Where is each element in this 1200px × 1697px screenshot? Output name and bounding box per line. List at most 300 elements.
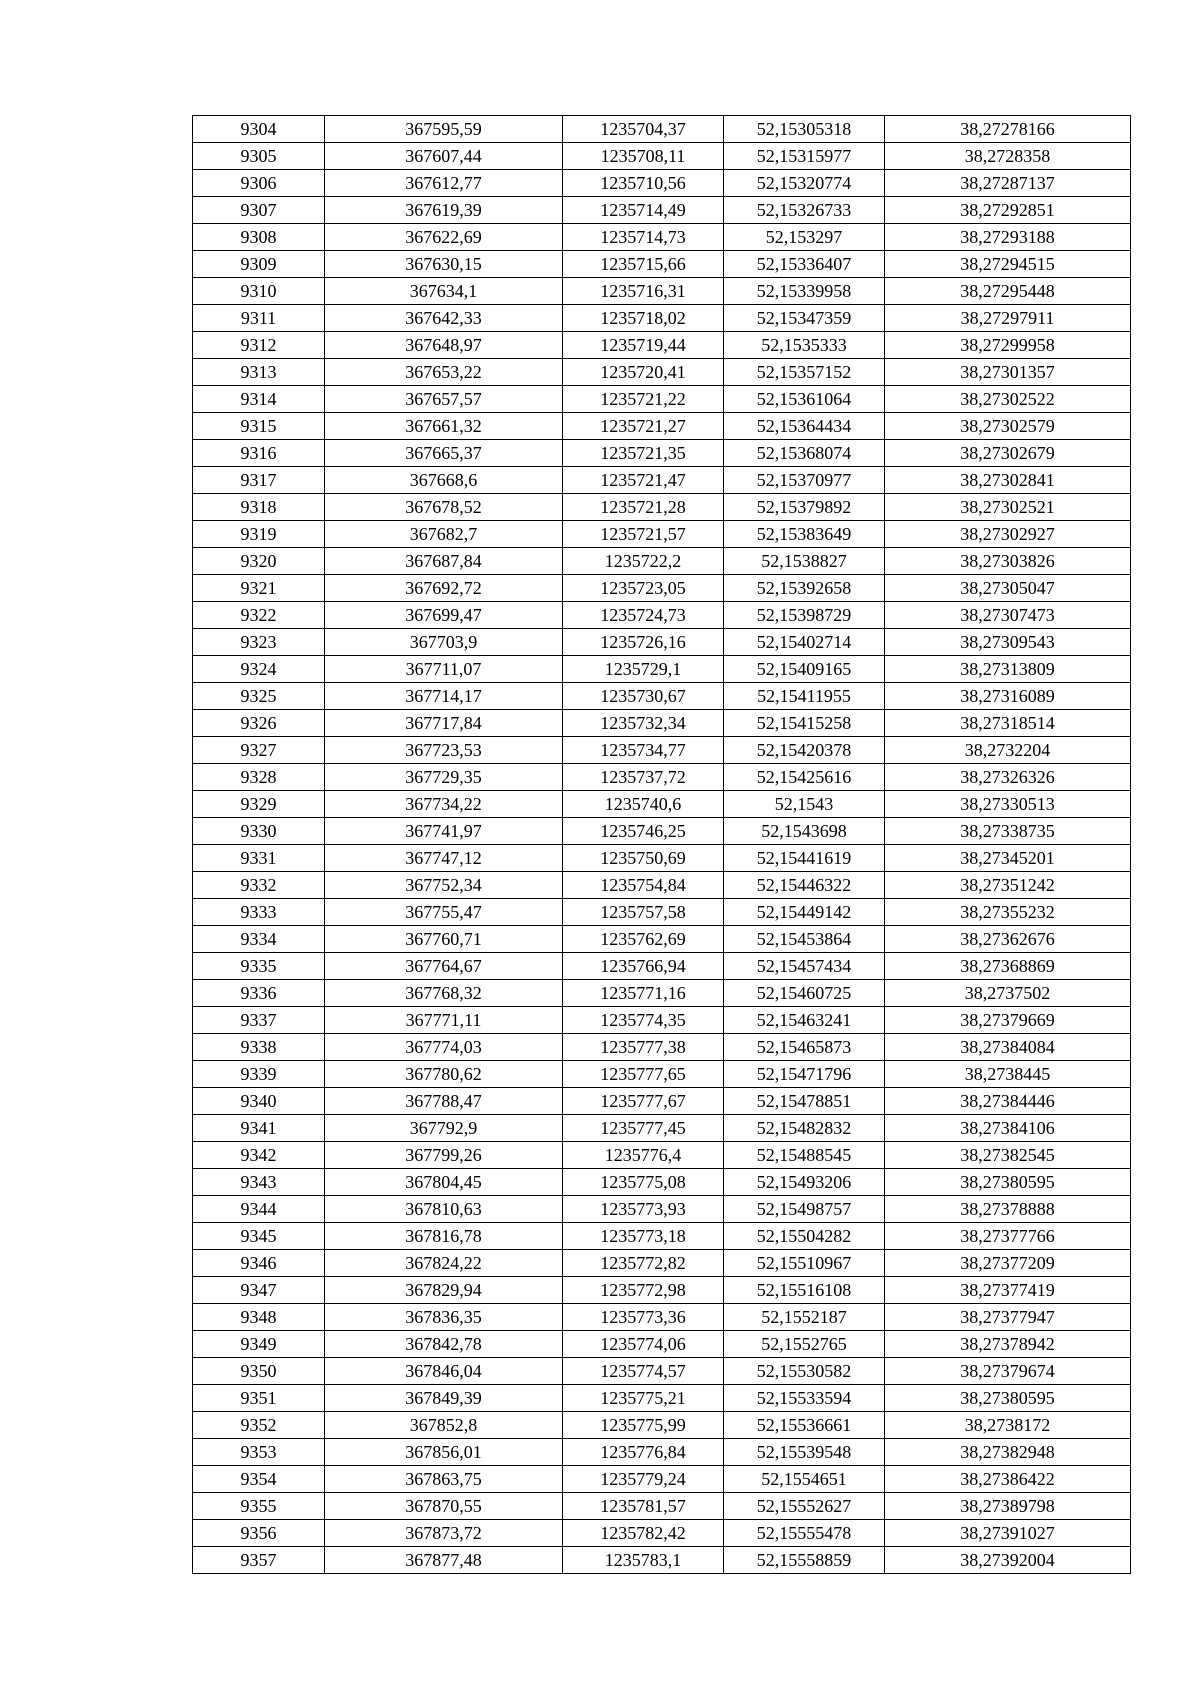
table-row <box>193 953 1131 980</box>
y-coordinate-cell: 1235777,38 <box>563 1034 724 1061</box>
y-coordinate-cell: 1235740,6 <box>563 791 724 818</box>
latitude-cell: 52,15379892 <box>724 494 885 521</box>
table-row <box>193 1358 1131 1385</box>
longitude-cell: 38,27302679 <box>885 440 1131 467</box>
longitude-cell: 38,27293188 <box>885 224 1131 251</box>
point-number-cell: 9332 <box>193 872 325 899</box>
y-coordinate-cell: 1235777,45 <box>563 1115 724 1142</box>
longitude-cell: 38,27386422 <box>885 1466 1131 1493</box>
x-coordinate-cell: 367661,32 <box>325 413 563 440</box>
point-number-cell: 9348 <box>193 1304 325 1331</box>
longitude-cell: 38,27384084 <box>885 1034 1131 1061</box>
latitude-cell: 52,15326733 <box>724 197 885 224</box>
point-number-cell: 9322 <box>193 602 325 629</box>
y-coordinate-cell: 1235754,84 <box>563 872 724 899</box>
y-coordinate-cell: 1235772,82 <box>563 1250 724 1277</box>
x-coordinate-cell: 367810,63 <box>325 1196 563 1223</box>
y-coordinate-cell: 1235775,21 <box>563 1385 724 1412</box>
latitude-cell: 52,1543698 <box>724 818 885 845</box>
point-number-cell: 9356 <box>193 1520 325 1547</box>
latitude-cell: 52,15398729 <box>724 602 885 629</box>
point-number-cell: 9352 <box>193 1412 325 1439</box>
point-number-cell: 9314 <box>193 386 325 413</box>
table-row <box>193 1007 1131 1034</box>
table-row <box>193 1385 1131 1412</box>
y-coordinate-cell: 1235777,67 <box>563 1088 724 1115</box>
point-number-cell: 9307 <box>193 197 325 224</box>
longitude-cell: 38,27302522 <box>885 386 1131 413</box>
y-coordinate-cell: 1235775,08 <box>563 1169 724 1196</box>
table-row <box>193 926 1131 953</box>
point-number-cell: 9335 <box>193 953 325 980</box>
point-number-cell: 9313 <box>193 359 325 386</box>
longitude-cell: 38,27377766 <box>885 1223 1131 1250</box>
table-row <box>193 845 1131 872</box>
table-row <box>193 1196 1131 1223</box>
table-row <box>193 683 1131 710</box>
table-row <box>193 872 1131 899</box>
longitude-cell: 38,27382948 <box>885 1439 1131 1466</box>
longitude-cell: 38,27330513 <box>885 791 1131 818</box>
table-row <box>193 143 1131 170</box>
x-coordinate-cell: 367877,48 <box>325 1547 563 1574</box>
table-row <box>193 224 1131 251</box>
y-coordinate-cell: 1235721,35 <box>563 440 724 467</box>
table-row <box>193 1223 1131 1250</box>
x-coordinate-cell: 367634,1 <box>325 278 563 305</box>
point-number-cell: 9329 <box>193 791 325 818</box>
point-number-cell: 9341 <box>193 1115 325 1142</box>
table-row <box>193 386 1131 413</box>
y-coordinate-cell: 1235723,05 <box>563 575 724 602</box>
y-coordinate-cell: 1235757,58 <box>563 899 724 926</box>
point-number-cell: 9338 <box>193 1034 325 1061</box>
y-coordinate-cell: 1235721,57 <box>563 521 724 548</box>
table-row <box>193 1439 1131 1466</box>
table-row <box>193 1520 1131 1547</box>
x-coordinate-cell: 367768,32 <box>325 980 563 1007</box>
x-coordinate-cell: 367607,44 <box>325 143 563 170</box>
longitude-cell: 38,27299958 <box>885 332 1131 359</box>
point-number-cell: 9320 <box>193 548 325 575</box>
latitude-cell: 52,15364434 <box>724 413 885 440</box>
table-row <box>193 656 1131 683</box>
latitude-cell: 52,15425616 <box>724 764 885 791</box>
x-coordinate-cell: 367752,34 <box>325 872 563 899</box>
table-row <box>193 1304 1131 1331</box>
coordinates-table-body <box>193 116 1131 1574</box>
point-number-cell: 9350 <box>193 1358 325 1385</box>
x-coordinate-cell: 367788,47 <box>325 1088 563 1115</box>
x-coordinate-cell: 367648,97 <box>325 332 563 359</box>
x-coordinate-cell: 367780,62 <box>325 1061 563 1088</box>
latitude-cell: 52,15482832 <box>724 1115 885 1142</box>
point-number-cell: 9357 <box>193 1547 325 1574</box>
y-coordinate-cell: 1235774,06 <box>563 1331 724 1358</box>
table-row <box>193 305 1131 332</box>
table-row <box>193 1142 1131 1169</box>
longitude-cell: 38,27392004 <box>885 1547 1131 1574</box>
latitude-cell: 52,1543 <box>724 791 885 818</box>
longitude-cell: 38,27389798 <box>885 1493 1131 1520</box>
y-coordinate-cell: 1235773,36 <box>563 1304 724 1331</box>
x-coordinate-cell: 367714,17 <box>325 683 563 710</box>
latitude-cell: 52,153297 <box>724 224 885 251</box>
latitude-cell: 52,15392658 <box>724 575 885 602</box>
y-coordinate-cell: 1235777,65 <box>563 1061 724 1088</box>
point-number-cell: 9323 <box>193 629 325 656</box>
latitude-cell: 52,15446322 <box>724 872 885 899</box>
longitude-cell: 38,27309543 <box>885 629 1131 656</box>
latitude-cell: 52,1554651 <box>724 1466 885 1493</box>
longitude-cell: 38,2728358 <box>885 143 1131 170</box>
x-coordinate-cell: 367755,47 <box>325 899 563 926</box>
table-row <box>193 764 1131 791</box>
point-number-cell: 9345 <box>193 1223 325 1250</box>
latitude-cell: 52,15471796 <box>724 1061 885 1088</box>
y-coordinate-cell: 1235776,84 <box>563 1439 724 1466</box>
y-coordinate-cell: 1235762,69 <box>563 926 724 953</box>
latitude-cell: 52,15465873 <box>724 1034 885 1061</box>
latitude-cell: 52,15449142 <box>724 899 885 926</box>
table-row <box>193 818 1131 845</box>
latitude-cell: 52,15402714 <box>724 629 885 656</box>
y-coordinate-cell: 1235714,49 <box>563 197 724 224</box>
point-number-cell: 9321 <box>193 575 325 602</box>
latitude-cell: 52,15357152 <box>724 359 885 386</box>
x-coordinate-cell: 367846,04 <box>325 1358 563 1385</box>
table-row <box>193 1547 1131 1574</box>
latitude-cell: 52,15315977 <box>724 143 885 170</box>
latitude-cell: 52,15533594 <box>724 1385 885 1412</box>
longitude-cell: 38,27351242 <box>885 872 1131 899</box>
latitude-cell: 52,15320774 <box>724 170 885 197</box>
table-row <box>193 116 1131 143</box>
table-row <box>193 1250 1131 1277</box>
table-row <box>193 791 1131 818</box>
x-coordinate-cell: 367668,6 <box>325 467 563 494</box>
x-coordinate-cell: 367630,15 <box>325 251 563 278</box>
x-coordinate-cell: 367612,77 <box>325 170 563 197</box>
y-coordinate-cell: 1235719,44 <box>563 332 724 359</box>
y-coordinate-cell: 1235746,25 <box>563 818 724 845</box>
y-coordinate-cell: 1235721,47 <box>563 467 724 494</box>
y-coordinate-cell: 1235774,35 <box>563 1007 724 1034</box>
x-coordinate-cell: 367829,94 <box>325 1277 563 1304</box>
longitude-cell: 38,27302927 <box>885 521 1131 548</box>
point-number-cell: 9344 <box>193 1196 325 1223</box>
longitude-cell: 38,27379669 <box>885 1007 1131 1034</box>
longitude-cell: 38,27303826 <box>885 548 1131 575</box>
y-coordinate-cell: 1235732,34 <box>563 710 724 737</box>
point-number-cell: 9312 <box>193 332 325 359</box>
x-coordinate-cell: 367595,59 <box>325 116 563 143</box>
y-coordinate-cell: 1235715,66 <box>563 251 724 278</box>
x-coordinate-cell: 367870,55 <box>325 1493 563 1520</box>
x-coordinate-cell: 367863,75 <box>325 1466 563 1493</box>
table-row <box>193 1088 1131 1115</box>
point-number-cell: 9327 <box>193 737 325 764</box>
x-coordinate-cell: 367653,22 <box>325 359 563 386</box>
longitude-cell: 38,2737502 <box>885 980 1131 1007</box>
point-number-cell: 9310 <box>193 278 325 305</box>
latitude-cell: 52,15463241 <box>724 1007 885 1034</box>
latitude-cell: 52,15336407 <box>724 251 885 278</box>
latitude-cell: 52,15510967 <box>724 1250 885 1277</box>
x-coordinate-cell: 367622,69 <box>325 224 563 251</box>
point-number-cell: 9330 <box>193 818 325 845</box>
x-coordinate-cell: 367799,26 <box>325 1142 563 1169</box>
y-coordinate-cell: 1235722,2 <box>563 548 724 575</box>
longitude-cell: 38,27345201 <box>885 845 1131 872</box>
y-coordinate-cell: 1235779,24 <box>563 1466 724 1493</box>
x-coordinate-cell: 367678,52 <box>325 494 563 521</box>
table-row <box>193 1061 1131 1088</box>
point-number-cell: 9311 <box>193 305 325 332</box>
point-number-cell: 9337 <box>193 1007 325 1034</box>
x-coordinate-cell: 367682,7 <box>325 521 563 548</box>
x-coordinate-cell: 367760,71 <box>325 926 563 953</box>
longitude-cell: 38,27338735 <box>885 818 1131 845</box>
point-number-cell: 9353 <box>193 1439 325 1466</box>
point-number-cell: 9351 <box>193 1385 325 1412</box>
x-coordinate-cell: 367642,33 <box>325 305 563 332</box>
longitude-cell: 38,27302579 <box>885 413 1131 440</box>
latitude-cell: 52,15441619 <box>724 845 885 872</box>
longitude-cell: 38,27378888 <box>885 1196 1131 1223</box>
point-number-cell: 9347 <box>193 1277 325 1304</box>
table-row <box>193 278 1131 305</box>
latitude-cell: 52,15539548 <box>724 1439 885 1466</box>
latitude-cell: 52,15457434 <box>724 953 885 980</box>
table-row <box>193 548 1131 575</box>
latitude-cell: 52,15516108 <box>724 1277 885 1304</box>
table-row <box>193 521 1131 548</box>
longitude-cell: 38,27368869 <box>885 953 1131 980</box>
latitude-cell: 52,1538827 <box>724 548 885 575</box>
point-number-cell: 9317 <box>193 467 325 494</box>
y-coordinate-cell: 1235734,77 <box>563 737 724 764</box>
y-coordinate-cell: 1235730,67 <box>563 683 724 710</box>
longitude-cell: 38,27302521 <box>885 494 1131 521</box>
x-coordinate-cell: 367741,97 <box>325 818 563 845</box>
table-row <box>193 1277 1131 1304</box>
point-number-cell: 9328 <box>193 764 325 791</box>
table-row <box>193 629 1131 656</box>
latitude-cell: 52,15498757 <box>724 1196 885 1223</box>
x-coordinate-cell: 367729,35 <box>325 764 563 791</box>
y-coordinate-cell: 1235721,22 <box>563 386 724 413</box>
longitude-cell: 38,27294515 <box>885 251 1131 278</box>
x-coordinate-cell: 367849,39 <box>325 1385 563 1412</box>
table-row <box>193 1412 1131 1439</box>
y-coordinate-cell: 1235771,16 <box>563 980 724 1007</box>
y-coordinate-cell: 1235729,1 <box>563 656 724 683</box>
longitude-cell: 38,27355232 <box>885 899 1131 926</box>
x-coordinate-cell: 367792,9 <box>325 1115 563 1142</box>
latitude-cell: 52,15370977 <box>724 467 885 494</box>
longitude-cell: 38,27326326 <box>885 764 1131 791</box>
point-number-cell: 9306 <box>193 170 325 197</box>
latitude-cell: 52,15504282 <box>724 1223 885 1250</box>
x-coordinate-cell: 367836,35 <box>325 1304 563 1331</box>
longitude-cell: 38,27316089 <box>885 683 1131 710</box>
longitude-cell: 38,27278166 <box>885 116 1131 143</box>
y-coordinate-cell: 1235781,57 <box>563 1493 724 1520</box>
longitude-cell: 38,27313809 <box>885 656 1131 683</box>
longitude-cell: 38,27384446 <box>885 1088 1131 1115</box>
x-coordinate-cell: 367657,57 <box>325 386 563 413</box>
longitude-cell: 38,27377947 <box>885 1304 1131 1331</box>
y-coordinate-cell: 1235726,16 <box>563 629 724 656</box>
latitude-cell: 52,15460725 <box>724 980 885 1007</box>
point-number-cell: 9334 <box>193 926 325 953</box>
y-coordinate-cell: 1235766,94 <box>563 953 724 980</box>
longitude-cell: 38,27297911 <box>885 305 1131 332</box>
x-coordinate-cell: 367665,37 <box>325 440 563 467</box>
x-coordinate-cell: 367619,39 <box>325 197 563 224</box>
y-coordinate-cell: 1235782,42 <box>563 1520 724 1547</box>
longitude-cell: 38,2738172 <box>885 1412 1131 1439</box>
table-row <box>193 332 1131 359</box>
coordinates-table <box>192 115 1131 1574</box>
x-coordinate-cell: 367699,47 <box>325 602 563 629</box>
table-row <box>193 980 1131 1007</box>
latitude-cell: 52,15347359 <box>724 305 885 332</box>
y-coordinate-cell: 1235774,57 <box>563 1358 724 1385</box>
x-coordinate-cell: 367687,84 <box>325 548 563 575</box>
latitude-cell: 52,15409165 <box>724 656 885 683</box>
point-number-cell: 9355 <box>193 1493 325 1520</box>
latitude-cell: 52,15536661 <box>724 1412 885 1439</box>
x-coordinate-cell: 367747,12 <box>325 845 563 872</box>
latitude-cell: 52,15558859 <box>724 1547 885 1574</box>
x-coordinate-cell: 367692,72 <box>325 575 563 602</box>
latitude-cell: 52,1535333 <box>724 332 885 359</box>
x-coordinate-cell: 367774,03 <box>325 1034 563 1061</box>
y-coordinate-cell: 1235775,99 <box>563 1412 724 1439</box>
point-number-cell: 9340 <box>193 1088 325 1115</box>
x-coordinate-cell: 367711,07 <box>325 656 563 683</box>
longitude-cell: 38,27301357 <box>885 359 1131 386</box>
point-number-cell: 9343 <box>193 1169 325 1196</box>
table-row <box>193 1115 1131 1142</box>
latitude-cell: 52,15368074 <box>724 440 885 467</box>
latitude-cell: 52,15361064 <box>724 386 885 413</box>
table-row <box>193 440 1131 467</box>
point-number-cell: 9326 <box>193 710 325 737</box>
longitude-cell: 38,27292851 <box>885 197 1131 224</box>
x-coordinate-cell: 367764,67 <box>325 953 563 980</box>
x-coordinate-cell: 367804,45 <box>325 1169 563 1196</box>
point-number-cell: 9336 <box>193 980 325 1007</box>
table-row <box>193 899 1131 926</box>
x-coordinate-cell: 367842,78 <box>325 1331 563 1358</box>
longitude-cell: 38,27287137 <box>885 170 1131 197</box>
y-coordinate-cell: 1235720,41 <box>563 359 724 386</box>
table-row <box>193 737 1131 764</box>
x-coordinate-cell: 367771,11 <box>325 1007 563 1034</box>
table-row <box>193 251 1131 278</box>
x-coordinate-cell: 367873,72 <box>325 1520 563 1547</box>
longitude-cell: 38,27377419 <box>885 1277 1131 1304</box>
latitude-cell: 52,15478851 <box>724 1088 885 1115</box>
table-row <box>193 467 1131 494</box>
point-number-cell: 9319 <box>193 521 325 548</box>
x-coordinate-cell: 367717,84 <box>325 710 563 737</box>
table-row <box>193 359 1131 386</box>
y-coordinate-cell: 1235716,31 <box>563 278 724 305</box>
latitude-cell: 52,15493206 <box>724 1169 885 1196</box>
longitude-cell: 38,2738445 <box>885 1061 1131 1088</box>
y-coordinate-cell: 1235772,98 <box>563 1277 724 1304</box>
longitude-cell: 38,27382545 <box>885 1142 1131 1169</box>
point-number-cell: 9324 <box>193 656 325 683</box>
y-coordinate-cell: 1235750,69 <box>563 845 724 872</box>
table-row <box>193 1034 1131 1061</box>
y-coordinate-cell: 1235783,1 <box>563 1547 724 1574</box>
point-number-cell: 9305 <box>193 143 325 170</box>
latitude-cell: 52,15305318 <box>724 116 885 143</box>
point-number-cell: 9342 <box>193 1142 325 1169</box>
y-coordinate-cell: 1235737,72 <box>563 764 724 791</box>
y-coordinate-cell: 1235718,02 <box>563 305 724 332</box>
point-number-cell: 9331 <box>193 845 325 872</box>
latitude-cell: 52,15555478 <box>724 1520 885 1547</box>
table-row <box>193 1466 1131 1493</box>
point-number-cell: 9349 <box>193 1331 325 1358</box>
point-number-cell: 9333 <box>193 899 325 926</box>
latitude-cell: 52,15488545 <box>724 1142 885 1169</box>
point-number-cell: 9308 <box>193 224 325 251</box>
table-row <box>193 1331 1131 1358</box>
table-row <box>193 170 1131 197</box>
y-coordinate-cell: 1235773,93 <box>563 1196 724 1223</box>
longitude-cell: 38,27380595 <box>885 1385 1131 1412</box>
longitude-cell: 38,27379674 <box>885 1358 1131 1385</box>
longitude-cell: 38,27378942 <box>885 1331 1131 1358</box>
table-row <box>193 494 1131 521</box>
point-number-cell: 9315 <box>193 413 325 440</box>
latitude-cell: 52,15415258 <box>724 710 885 737</box>
x-coordinate-cell: 367723,53 <box>325 737 563 764</box>
longitude-cell: 38,27377209 <box>885 1250 1131 1277</box>
table-row <box>193 1169 1131 1196</box>
latitude-cell: 52,15411955 <box>724 683 885 710</box>
longitude-cell: 38,27380595 <box>885 1169 1131 1196</box>
y-coordinate-cell: 1235773,18 <box>563 1223 724 1250</box>
point-number-cell: 9318 <box>193 494 325 521</box>
table-row <box>193 602 1131 629</box>
table-row <box>193 710 1131 737</box>
y-coordinate-cell: 1235710,56 <box>563 170 724 197</box>
longitude-cell: 38,27302841 <box>885 467 1131 494</box>
y-coordinate-cell: 1235724,73 <box>563 602 724 629</box>
point-number-cell: 9309 <box>193 251 325 278</box>
table-row <box>193 575 1131 602</box>
longitude-cell: 38,27391027 <box>885 1520 1131 1547</box>
longitude-cell: 38,2732204 <box>885 737 1131 764</box>
x-coordinate-cell: 367734,22 <box>325 791 563 818</box>
x-coordinate-cell: 367824,22 <box>325 1250 563 1277</box>
latitude-cell: 52,15383649 <box>724 521 885 548</box>
x-coordinate-cell: 367856,01 <box>325 1439 563 1466</box>
point-number-cell: 9339 <box>193 1061 325 1088</box>
longitude-cell: 38,27362676 <box>885 926 1131 953</box>
x-coordinate-cell: 367816,78 <box>325 1223 563 1250</box>
latitude-cell: 52,15453864 <box>724 926 885 953</box>
latitude-cell: 52,1552765 <box>724 1331 885 1358</box>
